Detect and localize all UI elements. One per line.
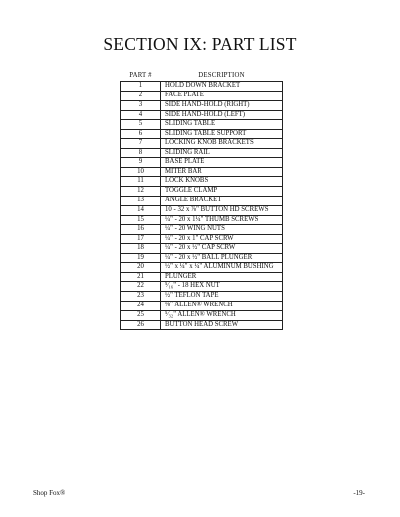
table-row [121,215,283,225]
part-description: ⅛" ALLEN® WRENCH [161,301,283,311]
part-description: TOGGLE CLAMP [161,187,283,197]
table-row [121,110,283,120]
part-number: 15 [121,215,161,225]
part-number: 19 [121,253,161,263]
part-description: SIDE HAND-HOLD (LEFT) [161,110,283,120]
table-row [121,177,283,187]
page-title: SECTION IX: PART LIST [103,34,297,54]
part-description: ¼" - 20 WING NUTS [161,225,283,235]
part-description: SLIDING TABLE [161,120,283,130]
parts-table [120,70,283,330]
table-row [121,282,283,292]
table-row [121,320,283,330]
table-row [121,311,283,321]
part-description: MITER BAR [161,167,283,177]
part-number: 23 [121,292,161,302]
part-description: HOLD DOWN BRACKET [161,82,283,92]
table-row [121,234,283,244]
table-row [121,225,283,235]
table-row [121,253,283,263]
parts-table-body [121,82,283,330]
part-description: SLIDING RAIL [161,148,283,158]
part-description: LOCK KNOBS [161,177,283,187]
part-description: ⁵⁄₃₂" ALLEN® WRENCH [161,311,283,321]
part-number: 25 [121,311,161,321]
part-description: BASE PLATE [161,158,283,168]
parts-table-header [121,70,283,82]
table-row [121,187,283,197]
part-description: ¼" - 20 x ½" CAP SCRW [161,244,283,254]
part-number: 9 [121,158,161,168]
table-row [121,148,283,158]
part-description: PLUNGER [161,272,283,282]
footer-brand: Shop Fox® [33,489,66,497]
table-row [121,292,283,302]
part-number: 17 [121,234,161,244]
part-description: SIDE HAND-HOLD (RIGHT) [161,101,283,111]
part-number: 11 [121,177,161,187]
table-row [121,167,283,177]
part-number: 1 [121,82,161,92]
part-description: FACE PLATE [161,91,283,101]
part-description: 10 - 32 x ⅞" BUTTON HD SCREWS [161,206,283,216]
table-row [121,301,283,311]
table-row [121,244,283,254]
table-row [121,196,283,206]
part-number: 26 [121,320,161,330]
part-number: 22 [121,282,161,292]
table-row [121,139,283,149]
header-row [121,70,283,82]
table-row [121,272,283,282]
part-number-header: PART # [129,72,152,80]
part-number: 14 [121,206,161,216]
part-description: ⁵⁄₁₆" - 18 HEX NUT [161,282,283,292]
part-number: 8 [121,148,161,158]
description-header: DESCRIPTION [198,72,245,80]
part-number: 12 [121,187,161,197]
part-description: LOCKING KNOB BRACKETS [161,139,283,149]
part-description: ANGLE BRACKET [161,196,283,206]
table-row [121,263,283,273]
part-description: ¼" - 20 x 1¼" THUMB SCREWS [161,215,283,225]
table-row [121,91,283,101]
part-description: ¼" - 20 x 1" CAP SCRW [161,234,283,244]
part-number: 2 [121,91,161,101]
part-number: 18 [121,244,161,254]
table-row [121,120,283,130]
part-number: 10 [121,167,161,177]
table-row [121,158,283,168]
part-description: ½" x ¼" x ¼" ALUMINUM BUSHING [161,263,283,273]
part-number: 20 [121,263,161,273]
part-number: 4 [121,110,161,120]
table-row [121,82,283,92]
part-number: 24 [121,301,161,311]
part-number: 5 [121,120,161,130]
table-row [121,129,283,139]
footer-page-number: -19- [353,489,365,497]
part-description: ¼" - 20 x ½" BALL PLUNGER [161,253,283,263]
part-description: BUTTON HEAD SCREW [161,320,283,330]
part-description: ½" TEFLON TAPE [161,292,283,302]
part-number: 16 [121,225,161,235]
part-number: 13 [121,196,161,206]
part-description: SLIDING TABLE SUPPORT [161,129,283,139]
table-row [121,206,283,216]
part-number: 6 [121,129,161,139]
part-number: 3 [121,101,161,111]
part-number: 7 [121,139,161,149]
part-number: 21 [121,272,161,282]
table-row [121,101,283,111]
